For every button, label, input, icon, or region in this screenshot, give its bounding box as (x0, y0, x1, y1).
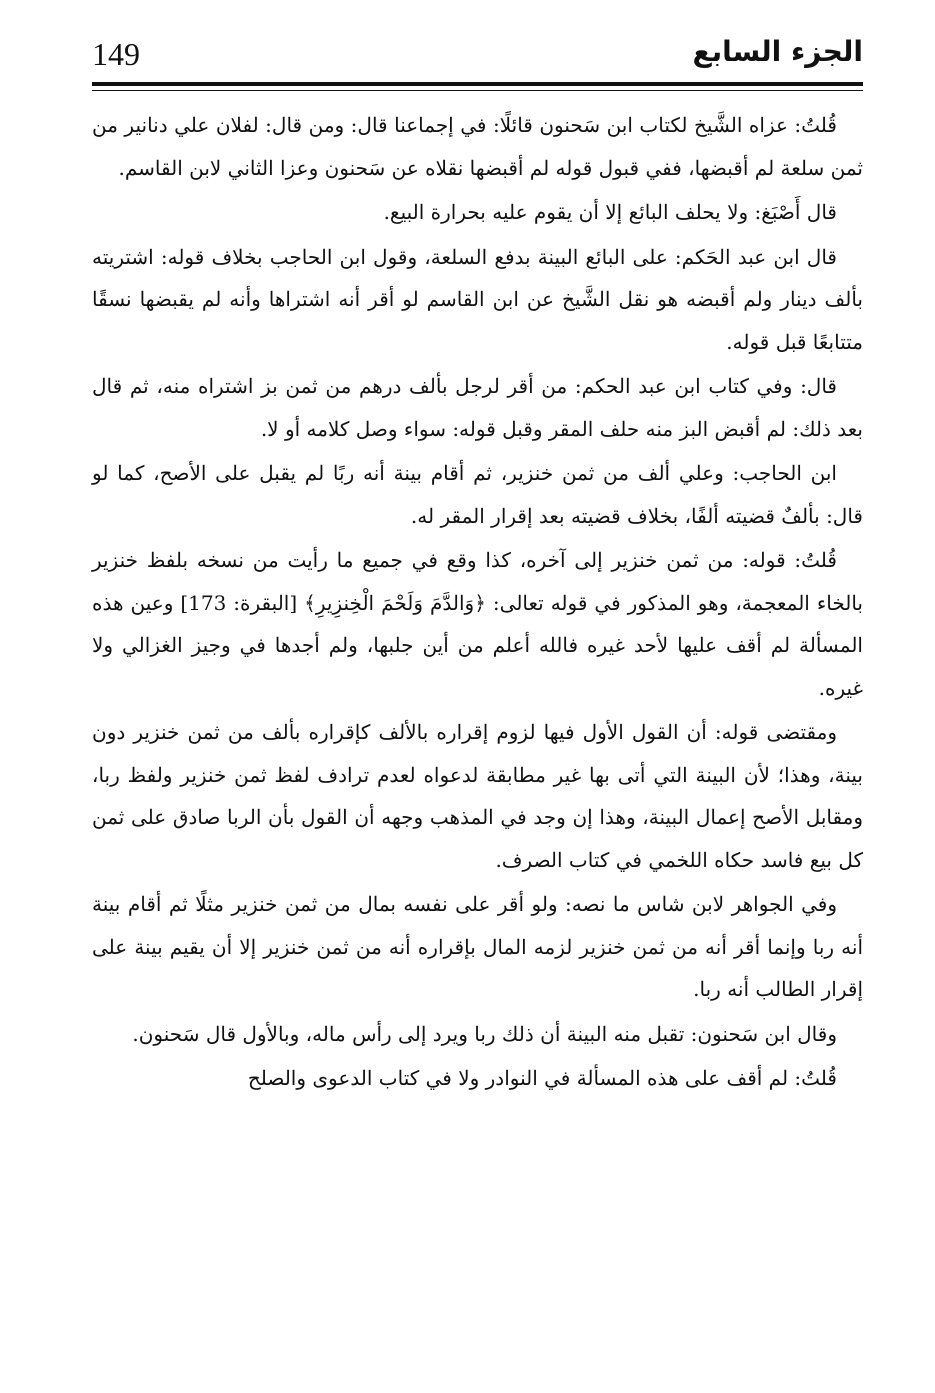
header-rule-thick (92, 82, 863, 86)
running-title: الجزء السابع (692, 35, 863, 68)
paragraph-9: وقال ابن سَحنون: تقبل منه البينة أن ذلك ربا ويرد إلى رأس ماله، وبالأول قال سَحنون. (132, 1021, 837, 1046)
paragraph-1: قُلتُ: عزاه الشَّيخ لكتاب ابن سَحنون قائلًا: في إجماعنا قال: ومن قال: لفلان علي دنانير من ثمن سلعة لم أقبضها، ففي قبول قوله لم أقبضها نقلاه عن سَحنون وعزا الثاني لابن القاسم. (92, 113, 863, 180)
paragraph-2: قال أَصْبَغ: ولا يحلف البائع إلا أن يقوم عليه بحرارة البيع. (383, 200, 837, 224)
page-number: 149 (92, 36, 140, 72)
paragraph-10: قُلتُ: لم أقف على هذه المسألة في النوادر ولا في كتاب الدعوى والصلح (247, 1066, 837, 1090)
paragraph-3: قال ابن عبد الحَكم: على البائع البينة بدفع السلعة، وقول ابن الحاجب بخلاف قوله: اشتريته بألف دينار ولم أقبضه هو نقل الشَّيخ عن ابن القاسم لو أقر أنه اشتراها وأنه لم يقبضها نسقًا متتابعًا قبل قوله. (92, 244, 863, 354)
page-header (92, 30, 863, 82)
paragraph-4: قال: وفي كتاب ابن عبد الحكم: من أقر لرجل بألف درهم من ثمن بز اشتراه منه، ثم قال بعد ذلك: لم أقبض البز منه حلف المقر وقبل قوله: سواء وصل كلامه أو لا. (92, 374, 863, 441)
header-rule-thin (92, 90, 863, 91)
paragraph-8: وفي الجواهر لابن شاس ما نصه: ولو أقر على نفسه بمال من ثمن خنزير مثلًا ثم أقام بينة أنه ربا وإنما أقر أنه من ثمن خنزير لزمه المال بإقراره أنه من ثمن خنزير إلا أن يقيم بينة على إقرار الطالب أنه ربا. (92, 892, 863, 1001)
body-text (92, 104, 863, 1102)
paragraph-5: ابن الحاجب: وعلي ألف من ثمن خنزير، ثم أقام بينة أنه ربًا لم يقبل على الأصح، كما لو قال: بألفٌ قضيته ألفًا، بخلاف قضيته بعد إقرار المقر له. (92, 461, 863, 528)
paragraph-6: قُلتُ: قوله: من ثمن خنزير إلى آخره، كذا وقع في جميع ما رأيت من نسخه بلفظ خنزير بالخاء المعجمة، وهو المذكور في قوله تعالى: ﴿وَالدَّمَ وَلَحْمَ الْخِنزِيرِ﴾ [البقرة: 173] وعين هذه المسألة لم أقف عليها لأحد غيره فالله أعلم من أين جلبها، ولم أجدها في وجيز الغزالي ولا غيره. (92, 548, 863, 700)
paragraph-7: ومقتضى قوله: أن القول الأول فيها لزوم إقراره بالألف كإقراره بألف من ثمن خنزير دون بينة، وهذا؛ لأن البينة التي أتى بها غير مطابقة لدعواه لعدم ترادف لفظ ثمن خنزير ولفظ ربا، ومقابل الأصح إعمال البينة، وهذا إن وجد في المذهب وجهه أن القول بأن الربا صادق على ثمن كل بيع فاسد حكاه اللخمي في كتاب الصرف. (92, 720, 863, 872)
